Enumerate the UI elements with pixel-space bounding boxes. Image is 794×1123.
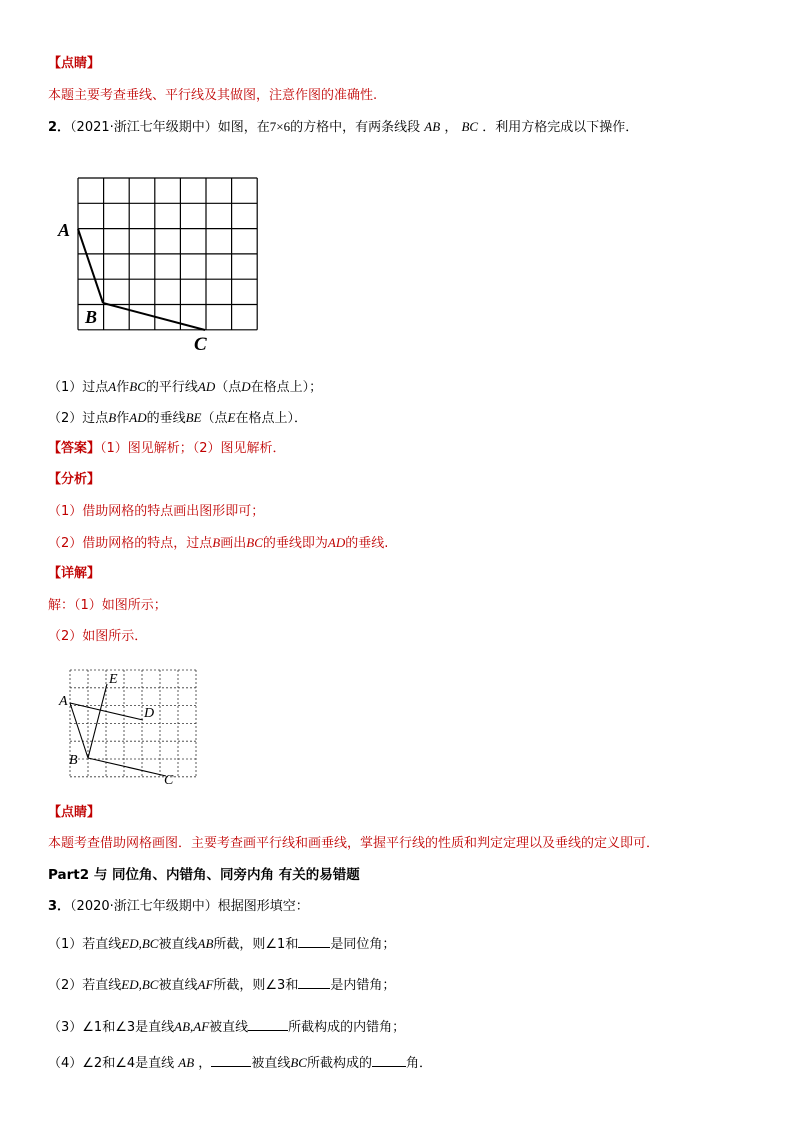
fig2-segment-bc	[88, 758, 166, 776]
math-var: AF	[197, 977, 214, 992]
grid-size: 7×6	[269, 119, 291, 134]
part2-heading: Part2 与 同位角、内错角、同旁内角 有关的易错题	[48, 867, 360, 883]
point-c-label: C	[194, 334, 207, 355]
math-var: BC	[129, 379, 146, 394]
answer-line	[48, 441, 286, 457]
analysis-text: 的垂线即为	[262, 536, 328, 551]
solution-2: （2）如图所示．	[48, 629, 148, 644]
sub-text: （1）若直线	[48, 937, 122, 952]
q3-sub-2	[48, 976, 395, 994]
q3-sub-1	[48, 935, 395, 953]
point-a-label: A	[58, 220, 71, 240]
fig2-segment-be	[88, 684, 107, 758]
sub-text: 在格点上）；	[250, 380, 323, 395]
sub-text: （2）若直线	[48, 978, 122, 993]
sub-text: （4）∠2和∠4是直线	[48, 1056, 175, 1071]
segment-bc-line	[103, 303, 205, 330]
question-3-stem	[48, 899, 309, 915]
fig2-label-b: B	[69, 753, 78, 768]
fig2-label-e: E	[109, 672, 118, 687]
math-var: B	[212, 535, 221, 550]
detail-tag: 【详解】	[48, 566, 101, 581]
sub-text: 被直线	[158, 937, 198, 952]
analysis-2	[48, 535, 388, 552]
math-var: E	[227, 410, 236, 425]
math-var: AB	[197, 936, 214, 951]
sub-text: 是内错角；	[330, 978, 396, 993]
analysis-1: （1）借助网格的特点画出图形即可；	[48, 504, 265, 519]
segment-bc: BC	[461, 119, 479, 134]
sub-text: 是同位角；	[330, 937, 396, 952]
sub-text: 被直线	[209, 1020, 249, 1035]
question-number: 3．	[48, 899, 71, 914]
math-var: AB,AF	[174, 1019, 210, 1034]
segment-ab-line	[78, 229, 103, 303]
answer-blank[interactable]	[298, 935, 330, 948]
math-var: AD	[327, 535, 346, 550]
answer-text: （1）图见解析；（2）图见解析．	[100, 441, 286, 456]
sub-text: 所截，则∠3和	[213, 978, 299, 993]
math-var: BE	[185, 410, 202, 425]
sub-text: 的垂线	[146, 411, 186, 426]
math-var: D	[241, 379, 251, 394]
segment-ab: AB	[424, 119, 441, 134]
sub-text: 被直线	[158, 978, 198, 993]
question-number: 2．	[48, 120, 71, 135]
sub-text: 所截构成的内错角；	[288, 1020, 406, 1035]
stem-text: ．利用方格完成以下操作．	[482, 120, 639, 135]
sub-question-2	[48, 410, 307, 427]
dianjing-tag-1: 【点睛】	[48, 56, 101, 71]
fig2-label-a: A	[59, 694, 68, 709]
sub-text: （2）过点	[48, 411, 109, 426]
point-b-label: B	[85, 307, 98, 327]
sub-text: 被直线	[251, 1056, 291, 1071]
analysis-text: （2）借助网格的特点，过点	[48, 536, 213, 551]
q3-sub-3	[48, 1018, 405, 1036]
fig2-segment-ab	[70, 703, 88, 758]
stem-comma: ，	[444, 120, 458, 135]
dianjing-text-1: 本题主要考查垂线、平行线及其做图，注意作图的准确性.	[48, 88, 378, 103]
math-var: AD	[197, 379, 216, 394]
sub-text: （点	[201, 411, 228, 426]
analysis-text: 的垂线.	[345, 536, 389, 551]
answer-blank[interactable]	[298, 976, 330, 989]
sub-text: 作	[116, 411, 130, 426]
stem-text: 如图，在	[217, 120, 270, 135]
sub-text: （1）过点	[48, 380, 109, 395]
fig2-label-d: D	[144, 706, 155, 721]
dianjing-tag-2: 【点睛】	[48, 805, 101, 820]
math-var: AB	[178, 1055, 195, 1070]
analysis-text: 画出	[220, 536, 247, 551]
sub-text: 所截构成的	[306, 1056, 372, 1071]
sub-text: （点	[215, 380, 242, 395]
fig2-label-c: C	[164, 773, 174, 788]
grid-figure-2	[0, 0, 300, 200]
math-var: BC	[290, 1055, 307, 1070]
sub-text: 作	[116, 380, 130, 395]
answer-blank[interactable]	[248, 1018, 288, 1031]
math-var: ED,BC	[121, 977, 159, 992]
answer-tag: 【答案】	[48, 441, 101, 456]
sub-text: 角．	[405, 1056, 432, 1071]
dianjing-text-2: 本题考查借助网格画图．主要考查画平行线和画垂线，掌握平行线的性质和判定定理以及垂线的定义即可．	[48, 836, 660, 851]
question-source: （2020·浙江七年级期中）	[70, 899, 218, 914]
math-var: AD	[129, 410, 147, 425]
math-var: B	[108, 410, 117, 425]
analysis-tag: 【分析】	[48, 472, 101, 487]
sub-text: 的平行线	[145, 380, 198, 395]
math-var: A	[108, 379, 117, 394]
stem-text: 根据图形填空：	[217, 899, 309, 914]
q3-sub-4	[48, 1054, 432, 1072]
answer-blank[interactable]	[372, 1054, 406, 1067]
stem-text: 的方格中，有两条线段	[290, 120, 421, 135]
sub-text: （3）∠1和∠3是直线	[48, 1020, 175, 1035]
question-source: （2021·浙江七年级期中）	[70, 120, 218, 135]
math-var: ED,BC	[121, 936, 159, 951]
sub-text: ，	[198, 1056, 212, 1071]
math-var: BC	[246, 535, 263, 550]
solution-1: 解：（1）如图所示；	[48, 598, 167, 613]
answer-blank[interactable]	[211, 1054, 251, 1067]
sub-question-1	[48, 379, 322, 396]
sub-text: 所截，则∠1和	[213, 937, 299, 952]
sub-text: 在格点上）．	[235, 411, 307, 426]
